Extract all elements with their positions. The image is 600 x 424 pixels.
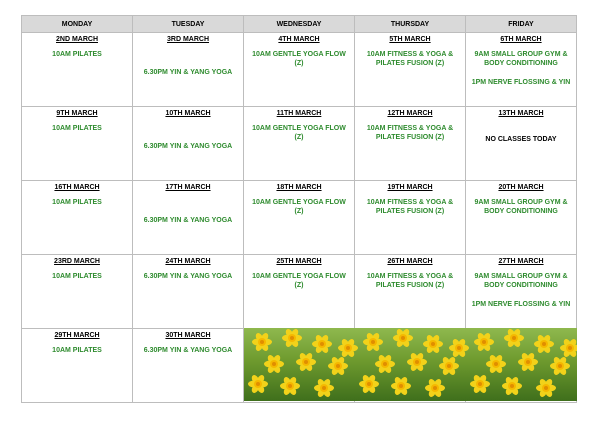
- daffodil-flower: [393, 328, 413, 348]
- day-cell: [22, 255, 133, 329]
- day-cell: [355, 33, 466, 107]
- week-row: [22, 107, 577, 181]
- daffodil-flower: [423, 334, 443, 355]
- day-cell: [355, 181, 466, 255]
- daffodil-flower: [314, 378, 334, 399]
- daffodil-flower: [391, 376, 411, 397]
- date-label: 27TH MARCH: [498, 258, 544, 265]
- daffodil-flower: [264, 354, 284, 375]
- class-entry: 6.30PM YIN & YANG YOGA: [143, 273, 233, 280]
- class-entry: 6.30PM YIN & YANG YOGA: [143, 69, 233, 76]
- day-cell: [22, 107, 133, 181]
- day-cell: [133, 33, 244, 107]
- daffodil-flower: [375, 354, 395, 375]
- day-cell: [244, 181, 355, 255]
- daffodil-flower: [338, 338, 358, 359]
- daffodil-flower: [280, 376, 300, 397]
- class-entry: 10AM PILATES: [52, 51, 102, 58]
- daffodil-flower: [439, 356, 459, 377]
- daffodil-flower: [363, 332, 383, 353]
- daffodil-flower: [407, 352, 427, 373]
- daffodil-flower: [296, 352, 316, 373]
- daffodil-flower: [328, 356, 348, 377]
- daffodil-flower: [248, 374, 268, 395]
- daffodil-flower: [536, 378, 556, 399]
- day-monday: MONDAY: [22, 16, 133, 33]
- date-label: 18TH MARCH: [276, 184, 322, 191]
- date-label: 2ND MARCH: [56, 36, 98, 43]
- day-cell: [133, 107, 244, 181]
- date-label: 19TH MARCH: [387, 184, 433, 191]
- daffodil-flower: [449, 338, 469, 359]
- daffodil-flower: [312, 334, 332, 355]
- day-cell: [466, 181, 577, 255]
- class-entry: 1PM NERVE FLOSSING & YIN: [471, 301, 571, 308]
- class-entry: 10AM GENTLE YOGA FLOW (Z): [252, 125, 346, 141]
- date-label: 24TH MARCH: [165, 258, 211, 265]
- daffodil-flower: [474, 332, 494, 353]
- daffodil-flower: [252, 332, 272, 353]
- day-cell: [22, 329, 133, 403]
- day-cell: [466, 33, 577, 107]
- day-cell: [355, 107, 466, 181]
- class-entry: 10AM FITNESS & YOGA & PILATES FUSION (Z): [366, 125, 454, 141]
- date-label: 23RD MARCH: [54, 258, 100, 265]
- date-label: 30TH MARCH: [165, 332, 211, 339]
- day-cell: [244, 33, 355, 107]
- date-label: 12TH MARCH: [387, 110, 433, 117]
- class-entry: 6.30PM YIN & YANG YOGA: [143, 143, 233, 150]
- date-label: 26TH MARCH: [387, 258, 433, 265]
- day-cell: [133, 181, 244, 255]
- daffodil-flower: [486, 354, 506, 375]
- date-label: 20TH MARCH: [498, 184, 544, 191]
- class-entry: 10AM GENTLE YOGA FLOW (Z): [252, 51, 346, 67]
- date-label: 10TH MARCH: [165, 110, 211, 117]
- day-wednesday: WEDNESDAY: [244, 16, 355, 33]
- class-entry: 10AM GENTLE YOGA FLOW (Z): [252, 199, 346, 215]
- class-entry: 10AM FITNESS & YOGA & PILATES FUSION (Z): [366, 51, 454, 67]
- class-entry: 10AM PILATES: [52, 347, 102, 354]
- no-classes-note: NO CLASSES TODAY: [485, 136, 557, 143]
- week-row: [22, 255, 577, 329]
- class-entry: 9AM SMALL GROUP GYM & BODY CONDITIONING: [474, 273, 568, 289]
- date-label: 25TH MARCH: [276, 258, 322, 265]
- daffodil-flower: [560, 338, 577, 359]
- day-cell: [244, 255, 355, 329]
- daffodil-flower: [518, 352, 538, 373]
- class-entry: 10AM PILATES: [52, 273, 102, 280]
- date-label: 16TH MARCH: [54, 184, 100, 191]
- day-friday: FRIDAY: [466, 16, 577, 33]
- class-entry: 10AM PILATES: [52, 125, 102, 132]
- day-cell: [466, 255, 577, 329]
- day-header-row: [22, 16, 577, 33]
- daffodil-flower: [502, 376, 522, 397]
- daffodil-flower: [504, 328, 524, 348]
- day-thursday: THURSDAY: [355, 16, 466, 33]
- daffodil-flower: [282, 328, 302, 348]
- date-label: 29TH MARCH: [54, 332, 100, 339]
- class-entry: 10AM GENTLE YOGA FLOW (Z): [252, 273, 346, 289]
- date-label: 3RD MARCH: [167, 36, 209, 43]
- class-entry: 10AM FITNESS & YOGA & PILATES FUSION (Z): [366, 199, 454, 215]
- week-row: [22, 33, 577, 107]
- date-label: 11TH MARCH: [276, 110, 322, 117]
- class-entry: 9AM SMALL GROUP GYM & BODY CONDITIONING: [474, 51, 568, 67]
- daffodils-photo: [244, 328, 577, 401]
- day-cell: [133, 255, 244, 329]
- class-entry: 6.30PM YIN & YANG YOGA: [143, 217, 233, 224]
- class-entry: 9AM SMALL GROUP GYM & BODY CONDITIONING: [474, 199, 568, 215]
- daffodil-flower: [425, 378, 445, 399]
- date-label: 13TH MARCH: [498, 110, 544, 117]
- date-label: 9TH MARCH: [56, 110, 98, 117]
- daffodil-flower: [550, 356, 570, 377]
- day-tuesday: TUESDAY: [133, 16, 244, 33]
- date-label: 17TH MARCH: [165, 184, 211, 191]
- day-cell: [22, 181, 133, 255]
- class-entry: 1PM NERVE FLOSSING & YIN: [471, 79, 571, 86]
- date-label: 5TH MARCH: [389, 36, 431, 43]
- daffodil-flower: [359, 374, 379, 395]
- week-row: [22, 181, 577, 255]
- day-cell: [355, 255, 466, 329]
- date-label: 6TH MARCH: [500, 36, 542, 43]
- daffodils-illustration: [244, 328, 577, 401]
- class-entry: 10AM FITNESS & YOGA & PILATES FUSION (Z): [366, 273, 454, 289]
- day-cell: [466, 107, 577, 181]
- day-cell: [22, 33, 133, 107]
- class-entry: 10AM PILATES: [52, 199, 102, 206]
- daffodil-flower: [470, 374, 490, 395]
- date-label: 4TH MARCH: [278, 36, 320, 43]
- daffodil-flower: [534, 334, 554, 355]
- day-cell: [244, 107, 355, 181]
- class-entry: 6.30PM YIN & YANG YOGA: [143, 347, 233, 354]
- day-cell: [133, 329, 244, 403]
